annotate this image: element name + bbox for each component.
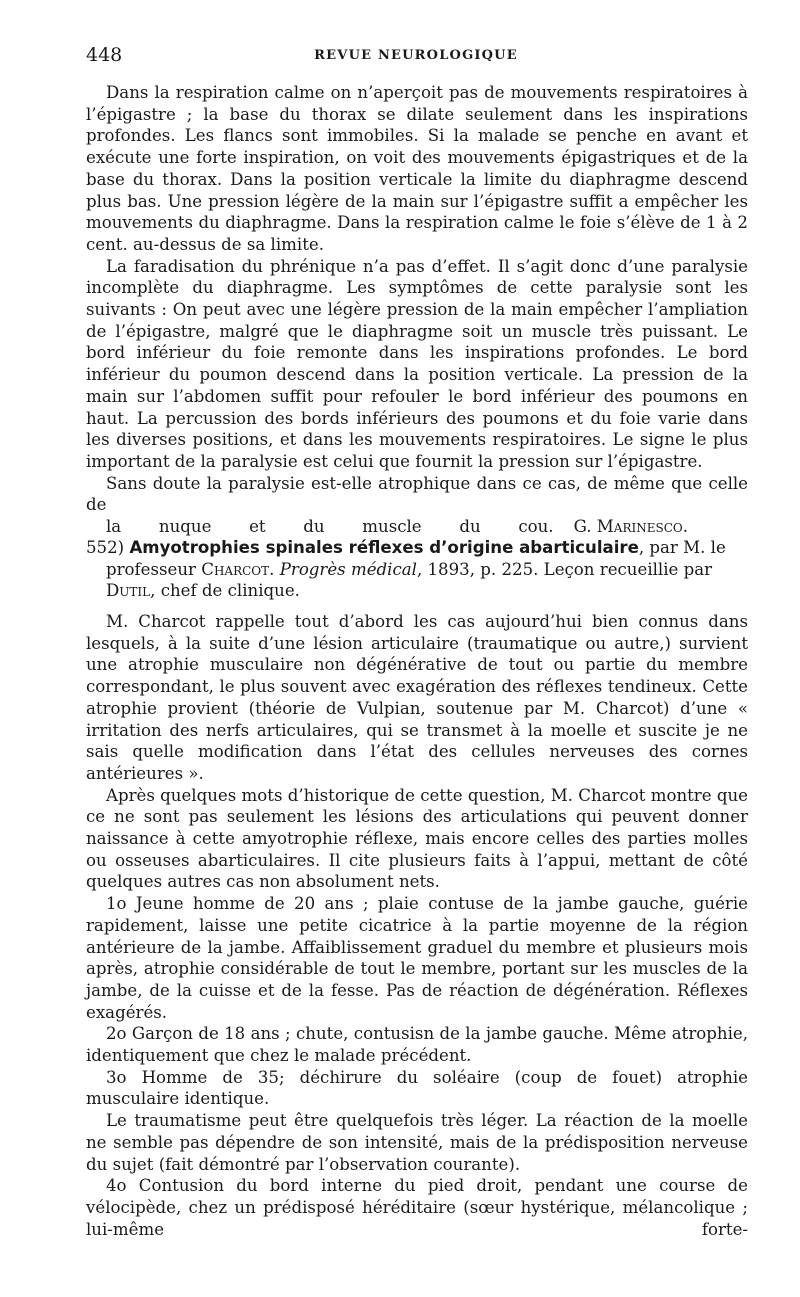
page-number: 448 bbox=[86, 44, 123, 66]
signature-line bbox=[86, 516, 748, 538]
paragraph: Le traumatisme peut être quelquefois très léger. La réaction de la moelle ne semble pas dépendre de son intensité, mais de la prédisposition nerveuse du sujet (fait démontré par l’observation courante). bbox=[86, 1111, 748, 1174]
paragraph: M. Charcot rappelle tout d’abord les cas aujourd’hui bien connus dans lesquels, à la suite d’une lésion articulaire (traumatique ou autre,) survient une atrophie musculaire non dégénérative de tout ou partie du membre correspondant, le plus souvent avec exagération des réflexes tendineux. Cette atrophie provient (théorie de Vulpian, soutenue par M. Charcot) d’une « irritation des nerfs articulaires, qui se transmet à la moelle et suscite je ne sais quelle modification dans l’état des cellules nerveuses des cornes antérieures ». bbox=[86, 612, 748, 783]
author-signature: G. Marinesco. bbox=[573, 517, 688, 537]
paragraph: 2o Garçon de 18 ans ; chute, contusisn de la jambe gauche. Même atrophie, identiquement que chez le malade précédent. bbox=[86, 1024, 748, 1066]
entry-author: Charcot bbox=[201, 559, 270, 579]
entry-recorder-role: , chef de clinique. bbox=[150, 581, 300, 601]
article-body bbox=[86, 611, 748, 1240]
entry-title: Amyotrophies spinales réflexes d’origine abarticulaire bbox=[129, 538, 639, 557]
page-header bbox=[86, 44, 746, 68]
entry-recorder: Dutil bbox=[106, 581, 151, 601]
previous-article-text bbox=[86, 82, 748, 538]
entry-source-details: , 1893, p. 225. Leçon recueillie par bbox=[416, 559, 713, 579]
running-title: REVUE NEUROLOGIQUE bbox=[314, 48, 518, 63]
paragraph: 4o Contusion du bord interne du pied droit, pendant une course de vélocipède, chez un prédisposé héréditaire (sœur hystérique, mélancolique ; lui-même forte- bbox=[86, 1176, 748, 1239]
paragraph-end: la nuque et du muscle du cou. bbox=[106, 517, 554, 537]
entry-number: 552) bbox=[86, 538, 125, 557]
entry-head: 552) Amyotrophies spinales réflexes d’origine abarticulaire, par M. le professeur Charcot. Progrès médical, 1893, p. 225. Leçon recueillie par Dutil, chef de clinique. bbox=[86, 538, 726, 601]
paragraph: 1o Jeune homme de 20 ans ; plaie contuse de la jambe gauche, guérie rapidement, laisse une petite cicatrice à la partie moyenne de la région antérieure de la jambe. Affaiblissement graduel du membre et plusieurs mois après, atrophie considérable de tout le membre, portant sur les muscles de la jambe, de la cuisse et de la fesse. Pas de réaction de dégénération. Réflexes exagérés. bbox=[86, 894, 748, 1022]
article-entry-heading bbox=[86, 537, 748, 602]
paragraph: Sans doute la paralysie est-elle atrophique dans ce cas, de même que celle de bbox=[86, 473, 748, 515]
entry-by: , par M. le professeur bbox=[106, 538, 726, 579]
paragraph: 3o Homme de 35; déchirure du soléaire (coup de fouet) atrophie musculaire identique. bbox=[86, 1067, 748, 1109]
paragraph: Après quelques mots d’historique de cette question, M. Charcot montre que ce ne sont pas seulement les lésions des articulations qui peuvent donner naissance à cette amyotrophie réflexe, mais encore celles des parties molles ou osseuses abarticulaires. Il cite plusieurs faits à l’appui, mettant de côté quelques autres cas non absolument nets. bbox=[86, 785, 748, 892]
paragraph: La faradisation du phrénique n’a pas d’effet. Il s’agit donc d’une paralysie incomplète du diaphragme. Les symptômes de cette paralysie sont les suivants : On peut avec une légère pression de la main empêcher l’ampliation de l’épigastre, malgré que le diaphragme soit un muscle très puissant. Le bord inférieur du foie remonte dans les inspirations profondes. Le bord inférieur du poumon descend dans la position verticale. La pression de la main sur l’abdomen suffit pour refouler le bord inférieur des poumons en haut. La percussion des bords inférieurs des poumons et du foie varie dans les diverses positions, et dans les mouvements respiratoires. Le signe le plus important de la paralysie est celui que fournit la pression sur l’épigastre. bbox=[86, 256, 748, 471]
entry-source: Progrès médical bbox=[279, 559, 417, 579]
paragraph: Dans la respiration calme on n’aperçoit pas de mouvements respiratoires à l’épigastre ; la base du thorax se dilate seulement dans les inspirations profondes. Les flancs sont immobiles. Si la malade se penche en avant et exécute une forte inspiration, on voit des mouvements épigastriques et de la base du thorax. Dans la position verticale la limite du diaphragme descend plus bas. Une pression légère de la main sur l’épigastre suffit a empêcher les mouvements du diaphragme. Dans la respiration calme le foie s’élève de 1 à 2 cent. au-dessus de sa limite. bbox=[86, 83, 748, 254]
